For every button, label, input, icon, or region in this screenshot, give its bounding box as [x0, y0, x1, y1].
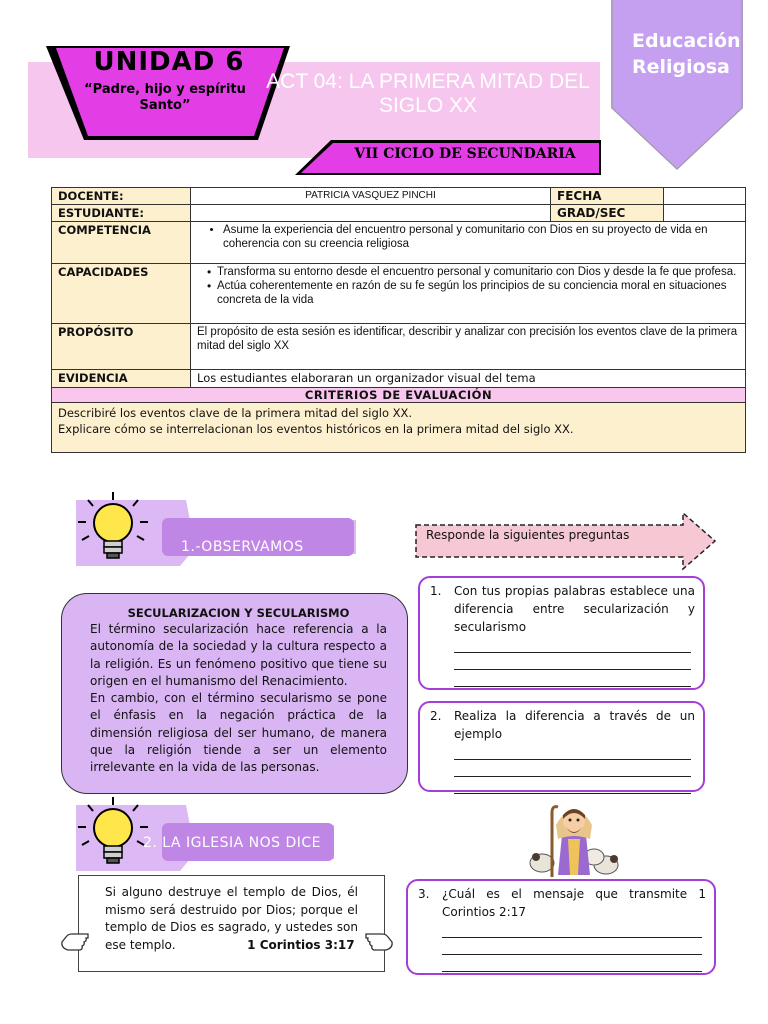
grad-label: GRAD/SEC: [551, 205, 664, 222]
question-2-box[interactable]: [418, 701, 705, 792]
docente-label: DOCENTE:: [52, 188, 191, 205]
question-3-box[interactable]: [406, 879, 716, 975]
grad-value[interactable]: [664, 205, 746, 222]
fecha-label: FECHA: [551, 188, 664, 205]
secularizacion-title: SECULARIZACION Y SECULARISMO: [127, 606, 350, 620]
bible-quote-box: [78, 875, 385, 972]
answer-line[interactable]: [454, 743, 691, 760]
answer-line[interactable]: [454, 777, 691, 794]
activity-title: ACT 04: LA PRIMERA MITAD DEL SIGLO XX: [266, 70, 590, 117]
criterio-item: Describiré los eventos clave de la primera mitad del siglo XX.: [58, 406, 413, 420]
section1-banner: [62, 490, 358, 576]
subject-label: [632, 28, 768, 80]
estudiante-value[interactable]: [191, 205, 551, 222]
answer-line[interactable]: [442, 921, 702, 938]
cycle-label: VII CICLO DE SECUNDARIA: [354, 146, 576, 162]
section1-label: 1.-OBSERVAMOS: [181, 539, 304, 555]
answer-line[interactable]: [442, 938, 702, 955]
section2-label: 2. LA IGLESIA NOS DICE: [143, 835, 321, 851]
estudiante-label: ESTUDIANTE:: [52, 205, 191, 222]
question-text: Con tus propias palabras establece una diferencia entre secularización y secularismo: [454, 584, 695, 634]
question-number: 3.: [418, 887, 430, 901]
docente-value: PATRICIA VASQUEZ PINCHI: [191, 188, 551, 205]
proposito-value: El propósito de esta sesión es identificar, describir y analizar con precisión los eventos clave de la primera mitad del siglo XX: [191, 324, 746, 370]
proposito-label: PROPÓSITO: [52, 324, 191, 370]
subject-line-2: Religiosa: [632, 56, 730, 78]
capacidades-value: [191, 264, 746, 324]
question-number: 1.: [430, 584, 442, 598]
answer-line[interactable]: [454, 653, 691, 670]
pointing-hand-icon: [60, 928, 90, 954]
capacidades-label: CAPACIDADES: [52, 264, 191, 324]
secularizacion-box: [61, 593, 408, 794]
evidencia-label: EVIDENCIA: [52, 370, 191, 388]
pointing-hand-icon: [364, 928, 394, 954]
secularizacion-paragraph-2: En cambio, con el término secularismo se pone el énfasis en la negación práctica de la dimensión religiosa del ser humano, de manera que la religión tiende a ser un elemento irrelevante en la vida de las personas.: [90, 691, 387, 775]
shepherd-illustration: [528, 795, 620, 879]
subject-line-1: Educación: [632, 30, 741, 52]
quote-text: Si alguno destruye el templo de Dios, él mismo será destruido por Dios; porque el templo de Dios es sagrado, y ustedes son ese templo.: [105, 885, 358, 952]
prompt-text: Responde la siguientes preguntas: [426, 528, 630, 542]
capacidad-item: • Transforma su entorno desde el encuentro personal y comunitario con Dios y desde la fe que profesa.: [217, 265, 739, 279]
secularizacion-paragraph-1: El término secularización hace referencia a la autonomía de la sociedad y la cultura respecto a la religión. Es un fenómeno positivo que tiene su origen en el humanismo del Renacimiento.: [90, 622, 387, 688]
criterios-value: [52, 403, 746, 453]
question-text: Realiza la diferencia a través de un ejemplo: [454, 709, 695, 741]
fecha-value[interactable]: [664, 188, 746, 205]
unit-title: UNIDAD 6: [93, 47, 245, 77]
answer-line[interactable]: [454, 670, 691, 687]
competencia-item: • Asume la experiencia del encuentro personal y comunitario con Dios en su proyecto de vida en coherencia con su creencia religiosa: [223, 223, 739, 251]
question-number: 2.: [430, 709, 442, 723]
answer-line[interactable]: [454, 636, 691, 653]
unit-subtitle: “Padre, hijo y espíritu Santo”: [84, 82, 246, 113]
competencia-label: COMPETENCIA: [52, 222, 191, 264]
info-table: [51, 187, 746, 453]
competencia-value: [191, 222, 746, 264]
criterios-label: CRITERIOS DE EVALUACIÓN: [52, 388, 746, 403]
subject-ribbon: [611, 0, 743, 170]
capacidad-item: • Actúa coherentemente en razón de su fe según los principios de su conciencia moral en situaciones concreta de la vida: [217, 279, 739, 307]
quote-reference: 1 Corintios 3:17: [247, 937, 355, 952]
answer-line[interactable]: [454, 760, 691, 777]
answer-line[interactable]: [442, 955, 702, 972]
question-1-box[interactable]: [418, 576, 705, 690]
criterio-item: Explicare cómo se interrelacionan los eventos históricos en la primera mitad del siglo XX.: [58, 422, 574, 436]
evidencia-value: Los estudiantes elaboraran un organizador visual del tema: [191, 370, 746, 388]
question-text: ¿Cuál es el mensaje que transmite 1 Corintios 2:17: [442, 887, 706, 919]
